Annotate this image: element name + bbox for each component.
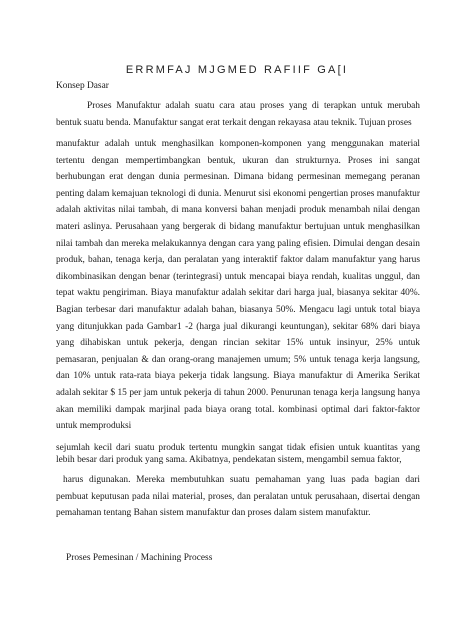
sub-heading: Proses Pemesinan / Machining Process: [66, 553, 213, 563]
paragraph-2: manufaktur adalah untuk menghasilkan komponen-komponen yang menggunakan material tertentu dengan mempertimbangkan bentuk, ukuran dan strukturnya. Proses ini sangat berhubungan erat dengan dunia permesinan. Dimana bidang permesinan memegang peranan penting dalam kemajuan teknologi di dunia. Menurut sisi ekonomi pengertian proses manufaktur adalah aktivitas nilai tambah, di mana konversi bahan menjadi produk menambah nilai dengan materi aslinya. Perusahaan yang bergerak di bidang manufaktur bertujuan untuk menghasilkan nilai tambah dan mereka melakukannya dengan cara yang paling efisien. Dimulai dengan desain produk, bahan, tenaga kerja, dan peralatan yang interaktif faktor dalam manufaktur yang harus dikombinasikan dengan benar (terintegrasi) untuk mencapai biaya rendah, kualitas unggul, dan tepat waktu pengiriman. Biaya manufaktur adalah sekitar dari harga jual, biasanya sekitar 40%. Bagian terbesar dari manufaktur adalah bahan, biasanya 50%. Mengacu lagi untuk total biaya yang ditunjukkan pada Gambar1 -2 (harga jual dikurangi keuntungan), sekitar 68% dari biaya yang dihabiskan untuk pekerja, dengan rincian sekitar 15% untuk insinyur, 25% untuk pemasaran, penjualan & dan orang-orang manajemen umum; 5% untuk tenaga kerja langsung, dan 10% untuk rata-rata biaya pekerja tidak langsung. Biaya manufaktur di Amerika Serikat adalah sekitar $ 15 per jam untuk pekerja di tahun 2000. Penurunan tenaga kerja langsung hanya akan memiliki dampak marjinal pada biaya orang total. kombinasi optimal dari faktor-faktor untuk memproduksi: [56, 139, 420, 432]
paragraph-4: harus digunakan. Mereka membutuhkan suatu pemahaman yang luas pada bagian dari pembuat keputusan pada nilai material, proses, dan peralatan untuk perusahaan, disertai dengan pemahaman tentang Bahan sistem manufaktur dan proses dalam sistem manufaktur.: [56, 475, 420, 519]
paragraph-1: Proses Manufaktur adalah suatu cara atau proses yang di terapkan untuk merubah bentuk suatu benda. Manufaktur sangat erat terkait dengan rekayasa atau teknik. Tujuan proses: [56, 101, 420, 128]
document-title: ERRMFAJ MJGMED RAFIIF GA[I: [125, 64, 349, 76]
paragraph-3: sejumlah kecil dari suatu produk tertentu mungkin sangat tidak efisien untuk kuantitas yang lebih besar dari produk yang sama. Akibatnya, pendekatan sistem, mengambil semua faktor,: [56, 443, 420, 465]
section-heading: Konsep Dasar: [56, 81, 109, 91]
